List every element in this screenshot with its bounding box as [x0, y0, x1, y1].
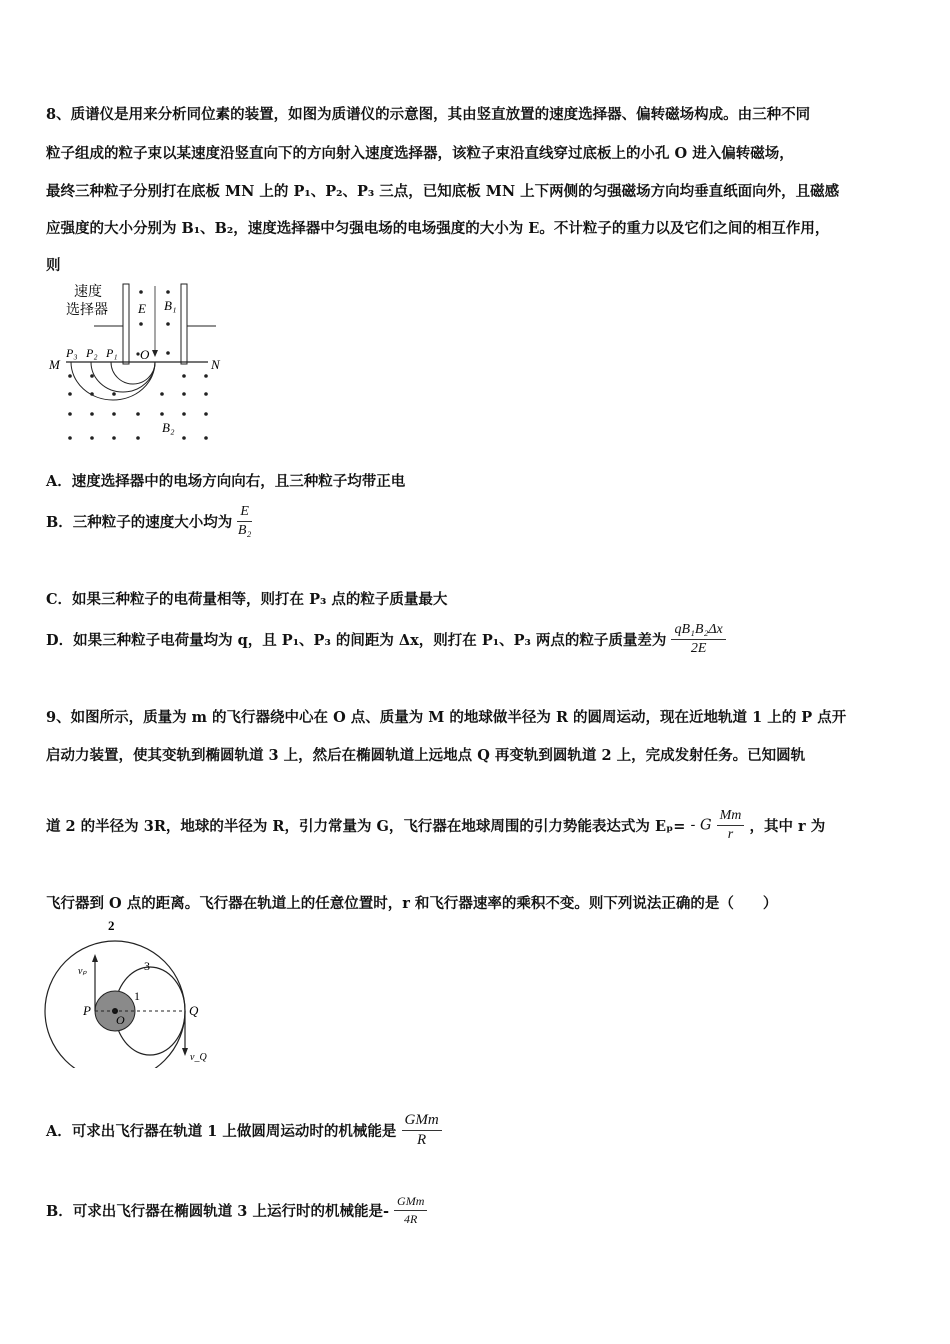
label-O: O [140, 347, 150, 362]
q8-option-b-num: E [237, 504, 252, 522]
q9-line-3-sign: - G [690, 817, 712, 834]
q8-option-a: A．速度选择器中的电场方向向右，且三种粒子均带正电 [46, 473, 406, 490]
label-Q: Q [189, 1003, 199, 1018]
q9-option-a-den: R [417, 1132, 427, 1148]
q9-option-a [46, 1112, 442, 1149]
q9-option-b-text: B．可求出飞行器在椭圆轨道 3 上运行时的机械能是- [46, 1203, 389, 1220]
q9-option-b [46, 1194, 427, 1227]
q8-option-c: C．如果三种粒子的电荷量相等，则打在 P₃ 点的粒子质量最大 [46, 591, 448, 608]
mass-spectrometer-figure [44, 280, 234, 450]
label-orbit-1: 1 [134, 989, 140, 1003]
label-B1: B₁ [164, 298, 177, 313]
label-P2: P₂ [86, 346, 98, 360]
q8-option-d-den: 2E [690, 641, 707, 656]
q9-option-b-fraction [394, 1194, 427, 1227]
q8-line-4: 应强度的大小分别为 B₁、B₂，速度选择器中匀强电场的电场强度的大小为 E。不计粒子的重力以及它们之间的相互作用， [46, 220, 830, 237]
label-P3: P₃ [66, 346, 78, 360]
q9-line-4: 飞行器到 O 点的距离。飞行器在轨道上的任意位置时，r 和飞行器速率的乘积不变。则下列说法正确的是（ ） [46, 895, 778, 912]
q8-option-d-fraction [671, 622, 725, 657]
label-P: P [83, 1003, 91, 1018]
label-selector-1: 速度 [74, 285, 102, 300]
label-M: M [49, 357, 60, 372]
q9-potential-fraction [717, 808, 745, 843]
q9-line-3 [46, 808, 825, 843]
q8-line-2: 粒子组成的粒子束以某速度沿竖直向下的方向射入速度选择器，该粒子束沿直线穿过底板上的小孔 O 进入偏转磁场， [46, 145, 794, 162]
q9-line-3-text: 道 2 的半径为 3R，地球的半径为 R，引力常量为 G，飞行器在地球周围的引力势能表达式为 Eₚ= [46, 818, 686, 835]
q9-option-b-den: 4R [404, 1212, 418, 1226]
q9-line-2: 启动力装置，使其变轨到椭圆轨道 3 上，然后在椭圆轨道上远地点 Q 再变轨到圆轨道 2 上，完成发射任务。已知圆轨 [46, 747, 806, 764]
q9-line-1: 9、如图所示，质量为 m 的飞行器绕中心在 O 点、质量为 M 的地球做半径为 R 的圆周运动，现在近地轨道 1 上的 P 点开 [46, 709, 847, 726]
q9-potential-den: r [727, 827, 734, 842]
label-E: E [138, 301, 146, 316]
q8-option-b [46, 504, 252, 539]
label-orbit-3: 3 [144, 959, 150, 973]
orbit-figure [40, 918, 220, 1068]
label-B2: B₂ [162, 420, 175, 435]
q9-potential-num: Mm [717, 808, 745, 826]
label-orbit-2: 2 [108, 918, 115, 933]
q9-option-b-num: GMm [394, 1194, 427, 1211]
q8-line-3: 最终三种粒子分别打在底板 MN 上的 P₁、P₂、P₃ 三点，已知底板 MN 上下两侧的匀强磁场方向均垂直纸面向外，且磁感 [46, 183, 840, 200]
q9-line-3-tail: ，其中 r 为 [749, 818, 826, 835]
q8-option-b-text: B．三种粒子的速度大小均为 [46, 514, 233, 531]
label-N: N [211, 357, 220, 372]
q8-line-5: 则 [46, 257, 61, 274]
q8-option-d-num: qB₁B₂Δx [671, 622, 725, 640]
q8-option-b-den: B₂ [237, 523, 252, 538]
q8-option-d [46, 622, 726, 657]
label-vQ: v_Q [190, 1052, 207, 1063]
q8-line-1: 8、质谱仪是用来分析同位素的装置，如图为质谱仪的示意图，其由竖直放置的速度选择器、偏转磁场构成。由三种不同 [46, 106, 811, 123]
label-O: O [116, 1013, 125, 1027]
label-selector-2: 选择器 [66, 303, 108, 318]
q9-option-a-text: A．可求出飞行器在轨道 1 上做圆周运动时的机械能是 [46, 1123, 397, 1140]
label-P1: P₁ [106, 346, 118, 360]
q8-option-d-text: D．如果三种粒子电荷量均为 q，且 P₁、P₃ 的间距为 Δx，则打在 P₁、P₃ 两点的粒子质量差为 [46, 632, 667, 649]
q8-option-b-fraction [237, 504, 252, 539]
q9-option-a-num: GMm [402, 1112, 442, 1131]
label-vP: vₚ [78, 966, 87, 977]
q9-option-a-fraction [402, 1112, 442, 1149]
